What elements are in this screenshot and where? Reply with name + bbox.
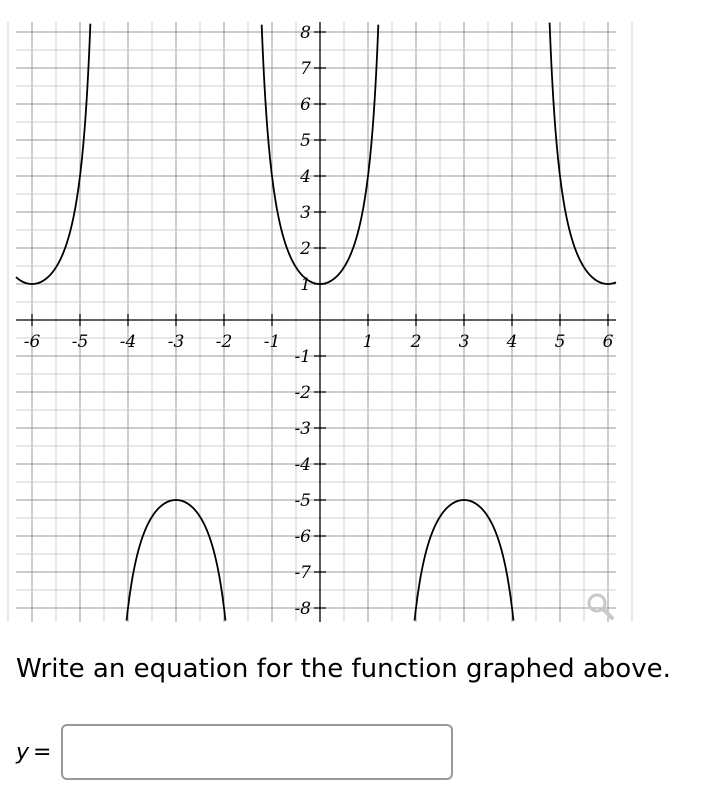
function-curve-branch [16,24,90,284]
function-curves [16,23,616,621]
question-prompt: Write an equation for the function graphed above. [16,654,671,684]
y-tick-label: 3 [300,203,311,223]
x-tick-label: 5 [554,332,566,352]
answer-input[interactable] [61,724,453,780]
x-tick-label: 4 [506,332,518,352]
x-tick-label: 1 [362,332,374,352]
x-tick-label: -1 [263,332,281,352]
y-tick-label: -1 [294,347,311,367]
answer-variable-label: y [16,739,30,765]
axes [16,22,616,622]
y-tick-label: 1 [300,275,311,295]
x-tick-label: -5 [71,332,89,352]
y-tick-label: -7 [294,563,311,583]
answer-row [16,724,453,780]
x-tick-label: -6 [23,332,41,352]
y-tick-label: 2 [300,239,311,259]
y-tick-label: 6 [300,95,311,115]
x-tick-label: -4 [119,332,137,352]
y-tick-label: -3 [294,419,311,439]
y-tick-label: 8 [300,23,311,43]
y-tick-label: -5 [294,491,311,511]
y-tick-label: -2 [294,383,311,403]
x-tick-label: 3 [458,332,470,352]
equals-sign: = [33,739,52,765]
x-tick-label: 2 [410,332,422,352]
y-tick-label: 4 [300,167,311,187]
x-tick-label: -2 [215,332,233,352]
y-tick-label: -6 [294,527,311,547]
y-tick-label: -4 [294,455,311,475]
magnifier-icon[interactable] [589,595,612,618]
y-axis-ticks [294,23,326,619]
x-tick-label: -3 [167,332,185,352]
y-tick-label: -8 [294,599,311,619]
x-tick-label: 6 [602,332,614,352]
y-tick-label: 5 [300,131,311,151]
y-tick-label: 7 [300,59,311,79]
